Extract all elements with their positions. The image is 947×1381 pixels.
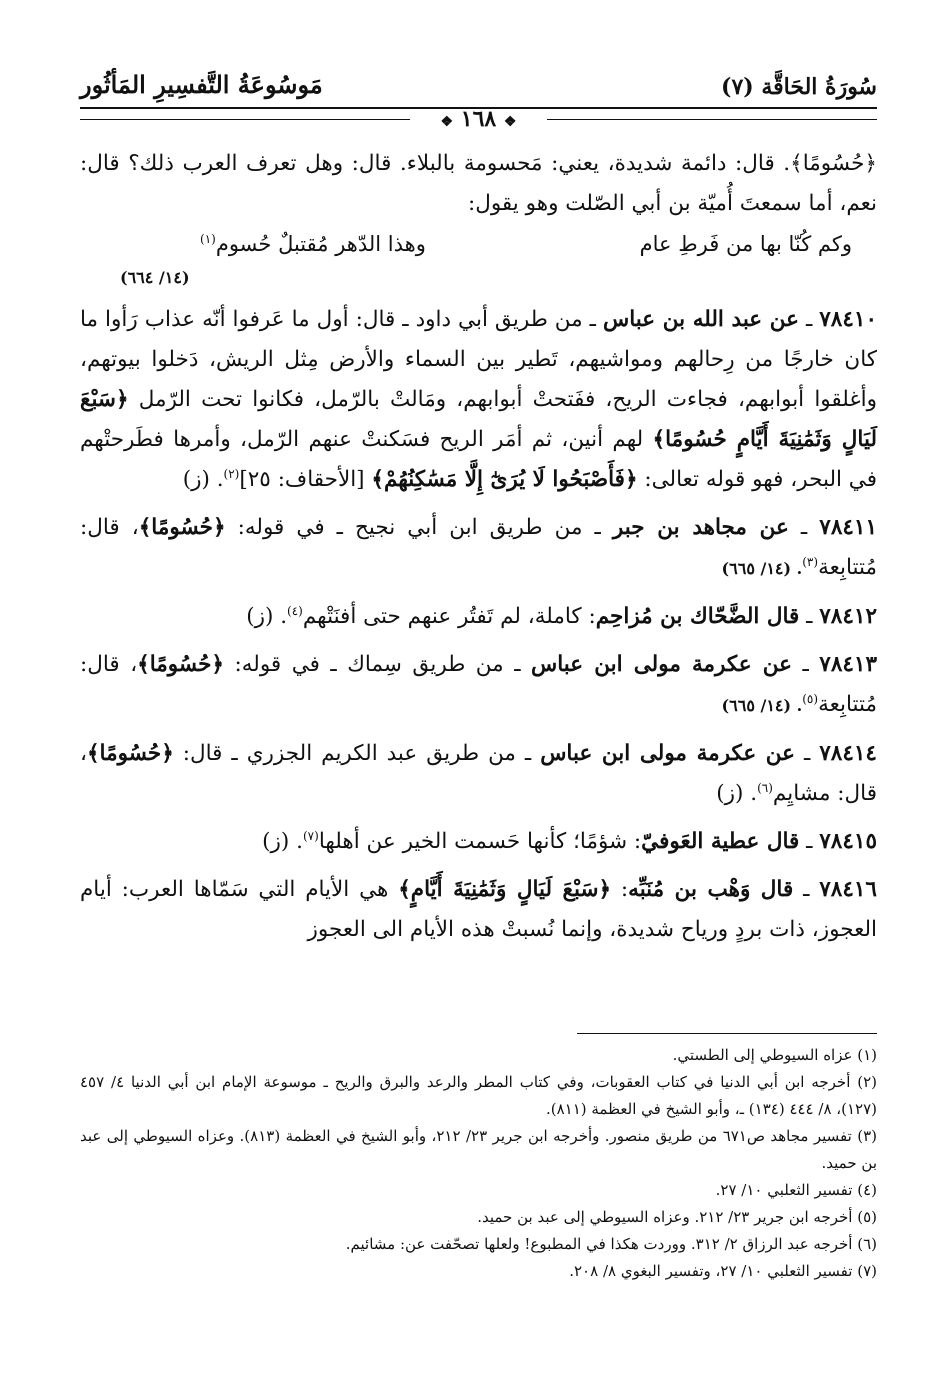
quran-quote: ﴿فَأَصْبَحُوا لَا يُرَىٰٓ إِلَّا مَسَٰكِنُهُمْ﴾ xyxy=(371,467,638,492)
footnote: (٧) تفسير الثعلبي ١٠/ ٢٧، وتفسير البغوي ٨/ ٢٠٨. xyxy=(569,1262,877,1280)
entry-78416: ٧٨٤١٦ ـ قال وَهْب بن مُنَبِّه: ﴿سَبْعَ لَيَالٍ وَثَمَٰنِيَةَ أَيَّامٍ﴾ هي الأيام التي سَمّاها العرب: أيام العجوز، ذات بردٍ ورياح شديدة، وإنما نُسبتْ هذه الأيام الى العجوز xyxy=(80,877,877,942)
intro-paragraph xyxy=(80,144,877,224)
ornament-icon: ❖ xyxy=(503,114,517,130)
footnote: (٦) أخرجه عبد الرزاق ٢/ ٣١٢. ووردت هكذا في المطبوع! ولعلها تصحّفت عن: مشائيم. xyxy=(345,1235,877,1253)
book-title: مَوسُوعَةُ التَّفسِيرِ المَأثُور xyxy=(80,70,323,99)
entry-78415: ٧٨٤١٥ ـ قال عطية العَوفيّ: شؤمًا؛ كأنها حَسمت الخير عن أهلها$^{(٧)}$. (ز) xyxy=(262,828,877,854)
page-number-rule-left xyxy=(80,119,410,120)
footnote-marker[interactable]: (٥) xyxy=(802,691,819,706)
poetry-verse xyxy=(80,224,877,264)
volume-reference: (١٤/ ٦٦٤) xyxy=(120,268,190,287)
narrator-name: عن مجاهد بن جبر xyxy=(612,515,789,540)
quran-quote: ﴿حُسُومًا﴾ xyxy=(86,741,174,766)
narrator-name: عن عبد الله بن عباس xyxy=(602,307,799,332)
narrator-name: قال عطية العَوفيّ xyxy=(641,829,800,854)
intro-text: ﴿حُسُومًا﴾. قال: دائمة شديدة، يعني: مَحسومة بالبلاء. قال: وهل تعرف العرب ذلك؟ قال: نعم، أما سمعتَ أُميّة بن أبي الصّلت وهو يقول: xyxy=(80,151,877,216)
narrator-name: قال وَهْب بن مُنَبِّه xyxy=(628,877,794,902)
footnote: (١) عزاه السيوطي إلى الطستي. xyxy=(672,1046,877,1064)
footnote-marker[interactable]: (٦) xyxy=(757,780,773,795)
footnote: (٤) تفسير الثعلبي ١٠/ ٢٧. xyxy=(715,1181,877,1199)
entry-number: ٧٨٤١٣ xyxy=(819,652,878,677)
verse-second-hemistich: وهذا الدّهر مُقتبلٌ حُسوم$^{(١)}$ xyxy=(200,232,426,256)
footnote-marker[interactable]: (١) xyxy=(200,232,216,246)
volume-reference: . (١٤/ ٦٦٥) xyxy=(721,696,803,715)
entry-number: ٧٨٤١٠ xyxy=(819,307,877,332)
footnote-marker[interactable]: (٧) xyxy=(302,828,319,843)
footnotes xyxy=(80,1042,877,1285)
footnote-marker[interactable]: (٣) xyxy=(802,554,819,569)
entry-78412: ٧٨٤١٢ ـ قال الضَّحّاك بن مُزاحِم: كاملة، لم تَفتُر عنهم حتى أفنَتْهم$^{(٤)}$. (ز) xyxy=(246,603,877,629)
quran-quote: ﴿حُسُومًا﴾ xyxy=(137,652,224,677)
narrator-name: عن عكرمة مولى ابن عباس xyxy=(531,652,792,677)
footnote-marker[interactable]: (٤) xyxy=(287,603,303,618)
entry-78410: ٧٨٤١٠ ـ عن عبد الله بن عباس ـ من طريق أبي داود ـ قال: أول ما عَرفوا أنّه عذاب رَأوا ما كان خارجًا من رِحالهم ومواشيهم، تَطير بين السماء والأرض مِثل الريش، دَخلوا بيوتهم، وأغلقوا أبوابهم، فجاءت الريح، ففَتحتْ أبوابهم، ومَالتْ بالرّمل، فكانوا تحت الرّمل ﴿سَبْعَ لَيَالٍ وَثَمَٰنِيَةَ أَيَّامٍ حُسُومًا﴾ لهم أنين، ثم أمَر الريح فسَكنتْ عنهم الرّمل، وأمرها فطَرحتْهم في البحر، فهو قوله تعالى: ﴿فَأَصْبَحُوا لَا يُرَىٰٓ إِلَّا مَسَٰكِنُهُمْ﴾ [الأحقاف: ٢٥]$^{(٢)}$. (ز) xyxy=(80,307,877,492)
quran-quote: ﴿حُسُومًا﴾ xyxy=(138,515,226,540)
footnote: (٣) تفسير مجاهد ص٦٧١ من طريق منصور. وأخرجه ابن جرير ٢٣/ ٢١٢، وأبو الشيخ في العظمة (٨١٣). وعزاه السيوطي إلى عبد بن حميد. xyxy=(80,1127,877,1172)
page-number-rule-right xyxy=(547,119,877,120)
narrator-name: قال الضَّحّاك بن مُزاحِم xyxy=(595,604,800,629)
volume-reference: . (١٤/ ٦٦٥) xyxy=(721,559,803,578)
ornament-icon: ❖ xyxy=(440,114,454,130)
footnote: (٢) أخرجه ابن أبي الدنيا في كتاب العقوبات، وفي كتاب المطر والرعد والبرق والريح ـ موسوعة الإمام ابن أبي الدنيا ٤/ ٤٥٧ (١٢٧)، ٨/ ٤٤٤ (١٣٤) ـ، وأبو الشيخ في العظمة (٨١١). xyxy=(80,1073,877,1118)
entry-78413: ٧٨٤١٣ ـ عن عكرمة مولى ابن عباس ـ من طريق سِماك ـ في قوله: ﴿حُسُومًا﴾، قال: مُتتابِعة$^{(٥)}$. (١٤/ ٦٦٥) xyxy=(80,652,878,717)
entry-78414: ٧٨٤١٤ ـ عن عكرمة مولى ابن عباس ـ من طريق عبد الكريم الجزري ـ قال: ﴿حُسُومًا﴾، قال: مشايِم$^{(٦)}$. (ز) xyxy=(80,741,877,806)
main-text xyxy=(80,144,877,950)
verse-first-hemistich: وكم كُنّا بها من فَرطِ عام xyxy=(639,232,852,256)
surah-title: سُورَةُ الحَاقَّة (٧) xyxy=(721,74,877,100)
entry-78411: ٧٨٤١١ ـ عن مجاهد بن جبر ـ من طريق ابن أبي نجيح ـ في قوله: ﴿حُسُومًا﴾، قال: مُتتابِعة$^{(٣)}$. (١٤/ ٦٦٥) xyxy=(80,515,878,580)
quran-quote: ﴿سَبْعَ لَيَالٍ وَثَمَٰنِيَةَ أَيَّامٍ﴾ xyxy=(398,877,612,902)
entry-number: ٧٨٤١٦ xyxy=(819,877,877,902)
entry-number: ٧٨٤١٤ xyxy=(819,741,877,766)
entry-number: ٧٨٤١٥ xyxy=(819,829,877,854)
page-number xyxy=(441,106,517,132)
narrator-name: عن عكرمة مولى ابن عباس xyxy=(540,741,795,766)
quran-quote: ﴿سَبْعَ لَيَالٍ وَثَمَٰنِيَةَ أَيَّامٍ حُسُومًا﴾ xyxy=(80,387,877,452)
entry-number: ٧٨٤١٢ xyxy=(819,604,877,629)
footnote-separator xyxy=(577,1033,877,1034)
page-number-value: ١٦٨ xyxy=(460,106,497,132)
page-number-row xyxy=(80,104,877,134)
footnote: (٥) أخرجه ابن جرير ٢٣/ ٢١٢. وعزاه السيوطي إلى عبد بن حميد. xyxy=(477,1208,877,1226)
entry-number: ٧٨٤١١ xyxy=(819,515,878,540)
footnote-marker[interactable]: (٢) xyxy=(223,466,240,481)
